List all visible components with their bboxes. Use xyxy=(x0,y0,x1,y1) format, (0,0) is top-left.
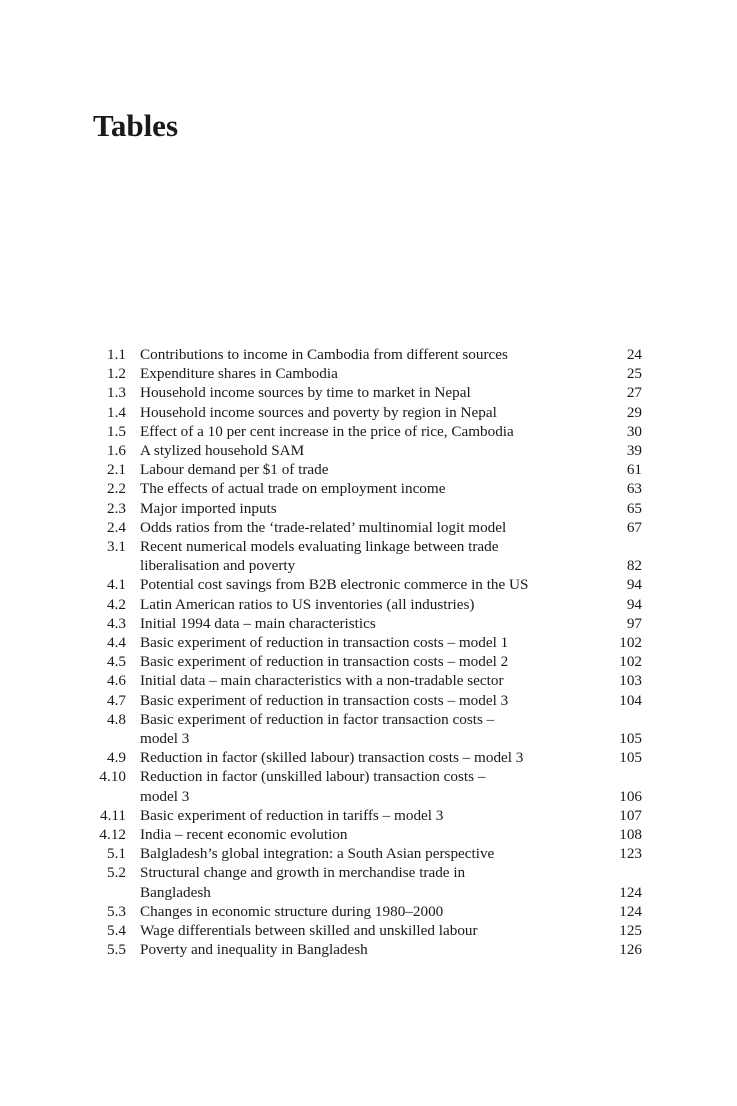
table-number: 4.7 xyxy=(107,691,126,709)
page-number: 82 xyxy=(626,557,642,575)
table-number: 4.10 xyxy=(99,768,126,786)
table-number: 2.3 xyxy=(107,499,126,517)
table-title: Major imported inputs xyxy=(140,499,277,517)
page-title: Tables xyxy=(93,108,179,143)
table-title: Recent numerical models evaluating linkage between trade liberalisation and poverty xyxy=(140,538,499,575)
list-item xyxy=(80,691,642,710)
list-item xyxy=(80,479,642,498)
page-number: 106 xyxy=(619,787,642,805)
list-item xyxy=(80,671,642,690)
page-number: 105 xyxy=(619,730,642,748)
page-number: 123 xyxy=(619,845,642,863)
page-number: 124 xyxy=(619,883,642,901)
page-number: 61 xyxy=(626,461,642,479)
table-title: Basic experiment of reduction in factor transaction costs – model 3 xyxy=(140,710,495,748)
table-number: 4.2 xyxy=(107,595,126,613)
table-title: Initial 1994 data – main characteristics xyxy=(140,614,376,632)
page-number: 24 xyxy=(626,346,642,363)
page-number: 97 xyxy=(626,614,642,632)
table-number: 4.12 xyxy=(99,826,126,844)
table-title: Basic experiment of reduction in tariffs – model 3 xyxy=(140,806,444,824)
table-number: 1.5 xyxy=(107,422,126,440)
table-title: Poverty and inequality in Bangladesh xyxy=(140,941,368,959)
table-number: 4.9 xyxy=(107,749,126,767)
table-number: 4.1 xyxy=(107,576,126,594)
table-title: Structural change and growth in merchandise trade in Bangladesh xyxy=(140,864,466,901)
page-number: 126 xyxy=(619,941,642,959)
list-item xyxy=(80,364,642,383)
table-title: A stylized household SAM xyxy=(140,442,305,460)
list-item xyxy=(80,345,642,364)
list-item xyxy=(80,806,642,825)
table-number: 5.1 xyxy=(107,845,126,863)
table-number: 4.4 xyxy=(107,634,126,652)
table-title: Household income sources by time to market in Nepal xyxy=(140,384,471,402)
table-title: Effect of a 10 per cent increase in the price of rice, Cambodia xyxy=(140,422,514,440)
table-title: Labour demand per $1 of trade xyxy=(140,461,329,479)
table-number: 3.1 xyxy=(107,538,126,556)
table-number: 2.1 xyxy=(107,461,126,479)
list-item xyxy=(80,863,642,901)
table-number: 2.4 xyxy=(107,518,126,536)
table-title: India – recent economic evolution xyxy=(140,826,348,844)
table-title: Contributions to income in Cambodia from different sources xyxy=(140,346,508,363)
table-number: 1.1 xyxy=(107,346,126,363)
tables-list xyxy=(80,345,642,960)
table-number: 5.5 xyxy=(107,941,126,959)
table-title: Basic experiment of reduction in transaction costs – model 1 xyxy=(140,634,509,652)
table-title: Expenditure shares in Cambodia xyxy=(140,365,338,383)
table-title: The effects of actual trade on employment income xyxy=(140,480,446,498)
table-number: 5.2 xyxy=(107,864,126,882)
list-item xyxy=(80,710,642,748)
table-title: Balgladesh’s global integration: a South Asian perspective xyxy=(140,845,495,863)
table-number: 5.4 xyxy=(107,922,126,940)
list-item xyxy=(80,460,642,479)
page-number: 25 xyxy=(626,365,642,383)
table-title: Household income sources and poverty by region in Nepal xyxy=(140,403,497,421)
page-number: 94 xyxy=(626,595,642,613)
page-number: 65 xyxy=(626,499,642,517)
list-item xyxy=(80,403,642,422)
list-item xyxy=(80,940,642,959)
page-number: 67 xyxy=(626,518,642,536)
list-item xyxy=(80,652,642,671)
list-item xyxy=(80,825,642,844)
table-number: 5.3 xyxy=(107,902,126,920)
list-item xyxy=(80,748,642,767)
page-number: 125 xyxy=(619,922,642,940)
table-title: Latin American ratios to US inventories (all industries) xyxy=(140,595,475,613)
page-number: 105 xyxy=(619,749,642,767)
table-number: 1.2 xyxy=(107,365,126,383)
page-number: 107 xyxy=(619,806,642,824)
list-item xyxy=(80,518,642,537)
table-number: 1.6 xyxy=(107,442,126,460)
list-item xyxy=(80,921,642,940)
page-number: 102 xyxy=(619,653,642,671)
table-number: 1.3 xyxy=(107,384,126,402)
page-number: 108 xyxy=(619,826,642,844)
page-number: 29 xyxy=(626,403,642,421)
page-number: 104 xyxy=(619,691,642,709)
list-item xyxy=(80,595,642,614)
table-title: Reduction in factor (skilled labour) transaction costs – model 3 xyxy=(140,749,524,767)
table-title: Potential cost savings from B2B electronic commerce in the US xyxy=(140,576,529,594)
list-item xyxy=(80,537,642,575)
table-number: 2.2 xyxy=(107,480,126,498)
table-number: 4.5 xyxy=(107,653,126,671)
table-number: 4.8 xyxy=(107,710,126,728)
list-item xyxy=(80,614,642,633)
list-item xyxy=(80,575,642,594)
table-title: Changes in economic structure during 1980–2000 xyxy=(140,902,444,920)
list-item xyxy=(80,844,642,863)
list-item xyxy=(80,422,642,441)
list-item xyxy=(80,902,642,921)
table-title: Reduction in factor (unskilled labour) transaction costs – model 3 xyxy=(140,768,486,805)
list-item xyxy=(80,441,642,460)
table-number: 1.4 xyxy=(107,403,126,421)
list-item xyxy=(80,633,642,652)
page-number: 27 xyxy=(626,384,642,402)
table-number: 4.6 xyxy=(107,672,126,690)
table-number: 4.11 xyxy=(99,806,126,824)
page-number: 103 xyxy=(619,672,642,690)
list-item xyxy=(80,499,642,518)
page-number: 124 xyxy=(619,902,642,920)
table-title: Basic experiment of reduction in transaction costs – model 3 xyxy=(140,691,509,709)
list-item xyxy=(80,767,642,805)
page-number: 39 xyxy=(626,442,642,460)
table-number: 4.3 xyxy=(107,614,126,632)
table-title: Basic experiment of reduction in transaction costs – model 2 xyxy=(140,653,509,671)
page-number: 94 xyxy=(626,576,642,594)
table-title: Odds ratios from the ‘trade-related’ multinomial logit model xyxy=(140,518,507,536)
page-number: 63 xyxy=(626,480,642,498)
page-number: 102 xyxy=(619,634,642,652)
table-title: Initial data – main characteristics with a non-tradable sector xyxy=(140,672,504,690)
table-title: Wage differentials between skilled and unskilled labour xyxy=(140,922,478,940)
page-number: 30 xyxy=(626,422,642,440)
list-item xyxy=(80,383,642,402)
